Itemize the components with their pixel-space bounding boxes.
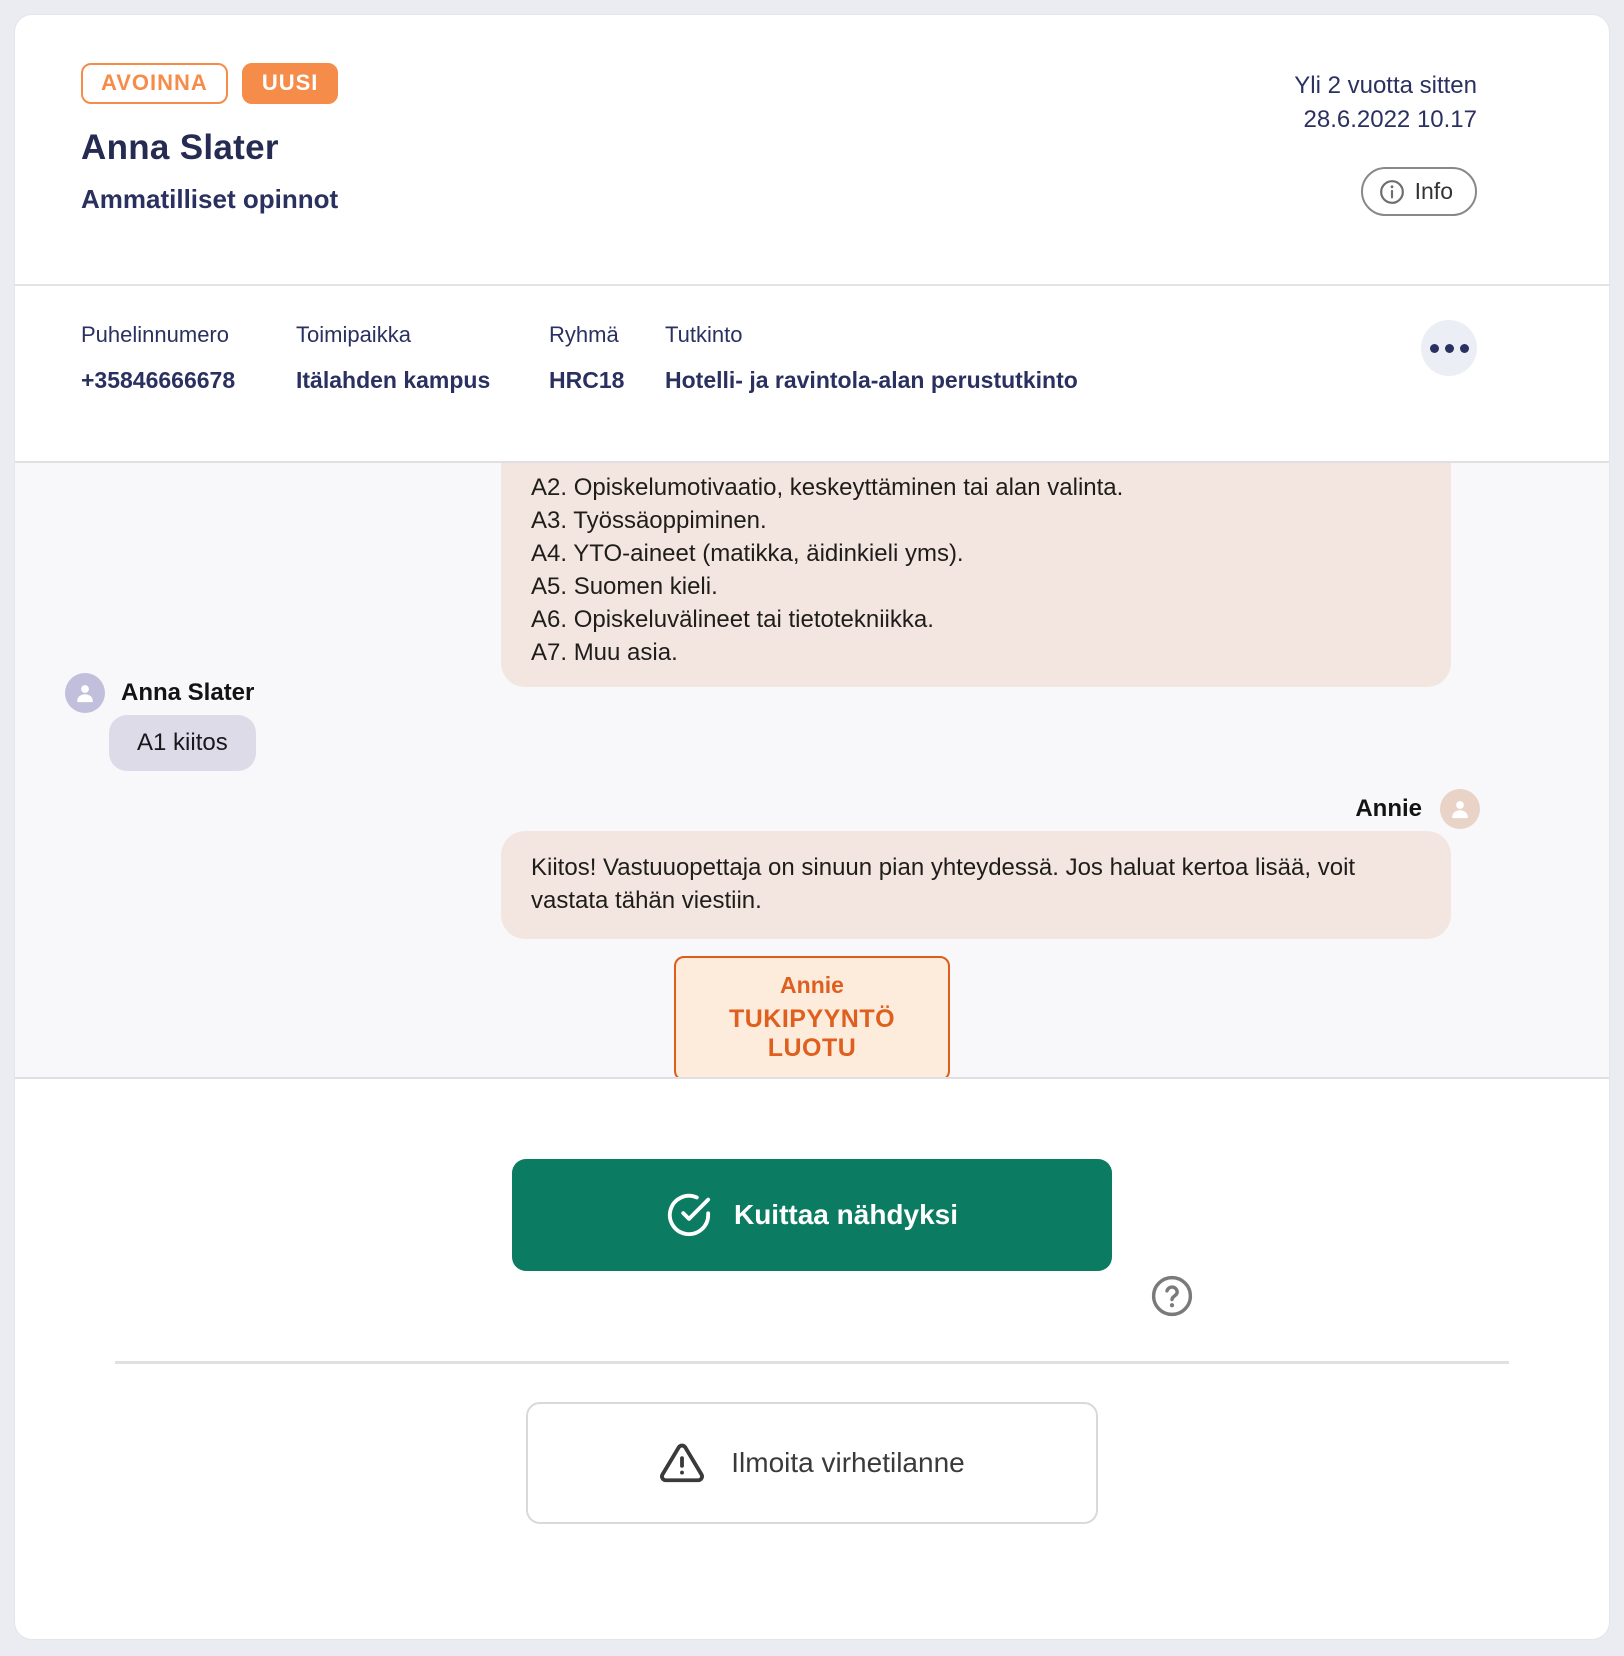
message-line: A4. YTO-aineet (matikka, äidinkieli yms). — [531, 540, 964, 567]
field-label: Toimipaikka — [296, 322, 411, 347]
field-label: Ryhmä — [549, 322, 619, 347]
more-options-button[interactable] — [1421, 320, 1477, 376]
person-icon — [1447, 796, 1473, 822]
info-icon — [1379, 179, 1405, 205]
field-value: Hotelli- ja ravintola-alan perustutkinto — [665, 367, 1078, 393]
acknowledge-button-label: Kuittaa nähdyksi — [733, 1199, 959, 1230]
field-value: HRC18 — [549, 367, 625, 393]
actions-area — [15, 1159, 1609, 1524]
time-exact: 28.6.2022 10.17 — [1303, 106, 1477, 133]
ticket-card — [14, 14, 1610, 1640]
help-icon[interactable] — [1149, 1273, 1195, 1324]
status-badge: AVOINNA — [81, 63, 228, 104]
ticket-header — [15, 15, 1609, 284]
field-value: +35846666678 — [81, 367, 236, 393]
field-phone — [81, 322, 235, 394]
student-name: Anna Slater — [121, 679, 255, 706]
event-agent-name: Annie — [780, 972, 844, 998]
field-group — [549, 322, 624, 394]
report-error-button-label: Ilmoita virhetilanne — [731, 1447, 965, 1478]
page-title: Anna Slater — [81, 128, 279, 167]
chat-area — [15, 461, 1609, 1079]
event-label: TUKIPYYNTÖ LUOTU — [728, 1005, 896, 1062]
message-line: A5. Suomen kieli. — [531, 573, 718, 600]
message-line: A7. Muu asia. — [531, 639, 678, 666]
agent-avatar — [1440, 789, 1480, 829]
agent-message-header — [1355, 789, 1480, 829]
student-avatar — [65, 673, 105, 713]
field-label: Tutkinto — [665, 322, 743, 347]
field-campus — [296, 322, 490, 394]
timestamp-block — [1294, 69, 1477, 137]
message-line: A6. Opiskeluvälineet tai tietotekniikka. — [531, 606, 934, 633]
report-error-button[interactable] — [526, 1402, 1098, 1524]
check-circle-icon — [666, 1192, 712, 1238]
bot-list-message-bubble — [501, 461, 1451, 687]
message-line: A2. Opiskelumotivaatio, keskeyttäminen tai alan valinta. — [531, 474, 1124, 501]
message-line: A3. Työssäoppiminen. — [531, 507, 767, 534]
acknowledge-button[interactable] — [512, 1159, 1112, 1271]
person-icon — [72, 680, 98, 706]
field-label: Puhelinnumero — [81, 322, 229, 347]
student-message-bubble: A1 kiitos — [109, 715, 256, 771]
warning-triangle-icon — [659, 1440, 705, 1486]
field-value: Itälahden kampus — [296, 367, 491, 393]
info-button-label: Info — [1414, 178, 1453, 204]
student-message-header — [65, 673, 254, 713]
new-badge: UUSI — [242, 63, 339, 104]
ellipsis-icon — [1430, 344, 1439, 353]
agent-message-bubble: Kiitos! Vastuuopettaja on sinuun pian yhteydessä. Jos haluat kertoa lisää, voit vastata tähän viestiin. — [501, 831, 1451, 939]
ticket-created-event-box — [674, 956, 950, 1079]
agent-name: Annie — [1355, 795, 1422, 822]
ticket-category: Ammatilliset opinnot — [81, 184, 339, 214]
time-relative: Yli 2 vuotta sitten — [1294, 72, 1477, 99]
actions-divider — [115, 1361, 1509, 1364]
student-info-bar — [15, 286, 1609, 461]
field-degree — [665, 322, 1078, 394]
info-button[interactable] — [1361, 167, 1477, 216]
